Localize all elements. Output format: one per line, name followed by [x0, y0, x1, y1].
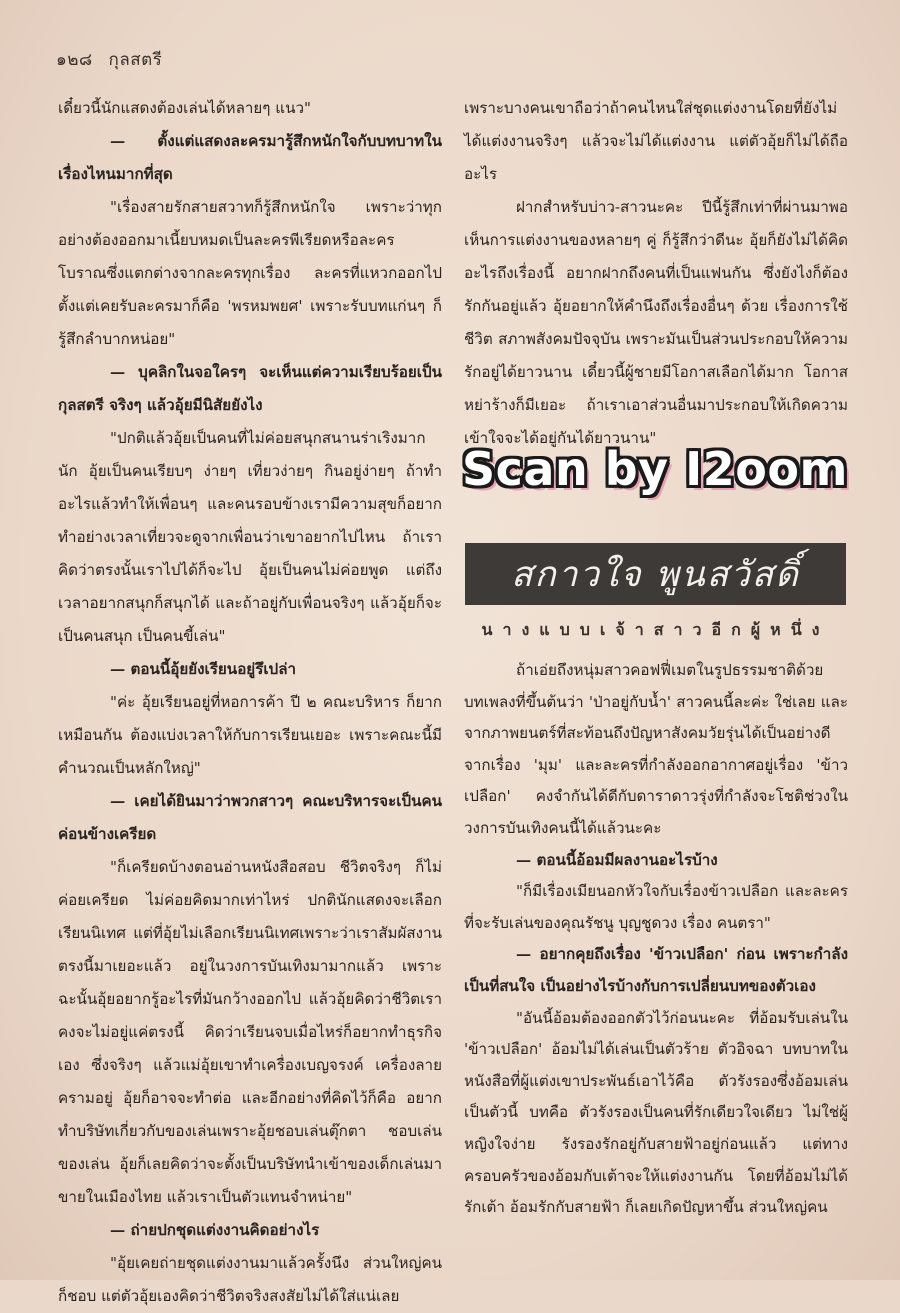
interview-question: — ตอนนี้อ้อมมีผลงานอะไรบ้าง: [516, 850, 718, 869]
article-paragraph: เดี๋ยวนี้นักแสดงต้องเล่นได้หลายๆ แนว": [58, 99, 311, 117]
profile-name: สกาวใจ พูนสวัสดิ์: [511, 554, 800, 595]
right-column-top: [464, 92, 848, 455]
article-paragraph: "อุ้ยเคยถ่ายชุดแต่งงานมาแล้วครั้งนึง ส่วนใหญ่คนก็ชอบ แต่ตัวอุ้ยเองคิดว่าชีวิตจริงสงสัยไม่ได้ใส่แน่เลย: [58, 1254, 442, 1305]
article-paragraph: "เรื่องสายรักสายสวาทก็รู้สึกหนักใจ เพราะว่าทุกอย่างต้องออกมาเนี้ยบหมดเป็นละครพีเรียดหรือละครโบราณซึ่งแตกต่างจากละครทุกเรื่อง ละครที่แหวกออกไปตั้งแต่เคยรับละครมาก็คือ 'พรหมพยศ' เพราะรับบทแก่นๆ ก็รู้สึกลำบากหน่อย": [58, 198, 442, 348]
article-paragraph: ฝากสำหรับบ่าว-สาวนะคะ ปีนี้รู้สึกเท่าที่ผ่านมาพอเห็นการแต่งงานของหลายๆ คู่ ก็รู้สึกว่าดีนะ อุ้ยก็ยังไม่ได้คิดอะไรถึงเรื่องนี้ อยากฝากถึงคนที่เป็นแฟนกัน ซึ่งยังไงก็ต้องรักกันอยู่แล้ว อุ้ยอยากให้คำนึงถึงเรื่องอื่นๆ ด้วย เรื่องการใช้ชีวิต สภาพสังคมปัจจุบัน เพราะมันเป็นส่วนประกอบให้ความรักอยู่ได้ยาวนาน เดี๋ยวนี้ผู้ชายมีโอกาสเลือกได้มาก โอกาสหย่าร้างก็มีเยอะ ถ้าเราเอาส่วนอื่นมาประกอบให้เกิดความเข้าใจจะได้อยู่กันได้ยาวนาน": [464, 198, 848, 447]
interview-question: — ตั้งแต่แสดงละครมารู้สึกหนักใจกับบทบาทในเรื่องไหนมากที่สุด: [58, 132, 442, 183]
profile-subtitle: นางแบบเจ้าสาวอีกผู้หนึ่ง: [481, 620, 830, 639]
left-column: [58, 92, 442, 1313]
article-paragraph: ถ้าเอ่ยถึงหนุ่มสาวคอฟฟี่เมตในรูปธรรมชาติด้วยบทเพลงที่ขึ้นต้นว่า 'ป่าอยู่กับน้ำ' สาวคนนี้ละค่ะ ใช่เลย และจากภาพยนตร์ที่สะท้อนถึงปัญหาสังคมวัยรุ่นได้เป็นอย่างดีจากเรื่อง 'มุม' และละครที่กำลังออกอากาศอยู่เรื่อง 'ข้าวเปลือก' คงจำกันได้ดีกับดาราดาวรุ่งที่กำลังจะโชติช่วงในวงการบันเทิงคนนี้ได้แล้วนะคะ: [464, 661, 848, 837]
scan-watermark: Scan by I2oom: [462, 442, 848, 496]
article-paragraph: "อันนี้อ้อมต้องออกตัวไว้ก่อนนะคะ ที่อ้อมรับเล่นใน 'ข้าวเปลือก' อ้อมไม่ได้เล่นเป็นตัวร้าย ตัวอิจฉา บทบาทในหนังสือที่ผู้แต่งเขาประพันธ์เอาไว้คือ ตัวรังรองซึ่งอ้อมเล่นเป็นตัวนี้ บทคือ ตัวรังรองเป็นคนที่รักเดียวใจเดียว ไม่ใช่ผู้หญิงใจง่าย รังรองรักอยู่กับสายฟ้าอยู่ก่อนแล้ว แต่ทางครอบครัวของอ้อมกับเต้าจะให้แต่งงานกัน โดยที่อ้อมไม่ได้รักเต้า อ้อมรักกับสายฟ้า ก็เลยเกิดปัญหาขึ้น ส่วนใหญ่คน: [464, 1008, 848, 1217]
article-paragraph: เพราะบางคนเขาถือว่าถ้าคนไหนใส่ชุดแต่งงานโดยที่ยังไม่ได้แต่งงานจริงๆ แล้วจะไม่ได้แต่งงาน แต่ตัวอุ้ยก็ไม่ได้ถืออะไร: [464, 99, 848, 183]
profile-title-box: [465, 543, 846, 605]
interview-question: — เคยได้ยินมาว่าพวกสาวๆ คณะบริหารจะเป็นคนค่อนข้างเครียด: [58, 792, 442, 843]
interview-question: — อยากคุยถึงเรื่อง 'ข้าวเปลือก' ก่อน เพราะกำลังเป็นที่สนใจ เป็นอย่างไรบ้างกับการเปลี่ยนบทของตัวเอง: [464, 945, 848, 995]
page-header: [56, 46, 162, 73]
interview-question: — บุคลิกในจอใครๆ จะเห็นแต่ความเรียบร้อยเป็นกุลสตรี จริงๆ แล้วอุ้ยมีนิสัยยังไง: [58, 363, 442, 414]
page-number: ๑๒๘: [56, 50, 93, 70]
article-paragraph: "ก็เครียดบ้างตอนอ่านหนังสือสอบ ชีวิตจริงๆ ก็ไม่ค่อยเครียด ไม่ค่อยคิดมากเท่าไหร่ ปกตินักแสดงจะเลือกเรียนนิเทศ แต่ที่อุ้ยไม่เลือกเรียนนิเทศเพราะว่าเราสัมผัสงานตรงนี้มาเยอะแล้ว อยู่ในวงการบันเทิงมามากแล้ว เพราะฉะนั้นอุ้ยอยากรู้อะไรที่มันกว้างออกไป แล้วอุ้ยคิดว่าชีวิตเราคงจะไม่อยู่แค่ตรงนี้ คิดว่าเรียนจบเมื่อไหร่ก็อยากทำธุรกิจเอง ซึ่งจริงๆ แล้วแม่อุ้ยเขาทำเครื่องเบญจรงค์ เครื่องลายครามอยู่ อุ้ยก็อาจจะทำต่อ และอีกอย่างที่คิดไว้ก็คือ อยากทำบริษัทเกี่ยวกับของเล่นเพราะอุ้ยชอบเล่นตุ๊กตา ชอบเล่นของเล่น อุ้ยก็เลยคิดว่าจะตั้งเป็นบริษัทนำเข้าของเด็กเล่นมาขายในเมืองไทย แล้วเราเป็นตัวแทนจำหน่าย": [58, 858, 442, 1206]
article-paragraph: "ก็มีเรื่องเมียนอกหัวใจกับเรื่องข้าวเปลือก และละครที่จะรับเล่นของคุณรัชนู บุญชูดวง เรื่อง คนตรา": [464, 882, 848, 932]
magazine-name: กุลสตรี: [108, 50, 163, 70]
interview-question: — ถ่ายปกชุดแต่งงานคิดอย่างไร: [110, 1221, 320, 1239]
article-paragraph: "ปกติแล้วอุ้ยเป็นคนที่ไม่ค่อยสนุกสนานร่าเริงมากนัก อุ้ยเป็นคนเรียบๆ ง่ายๆ เที่ยวง่ายๆ กินอยู่ง่ายๆ ถ้าทำอะไรแล้วทำให้เพื่อนๆ และคนรอบข้างเรามีความสุขก็อยากทำอย่างเวลาเที่ยวจะดูจากเพื่อนว่าเขาอยากไปไหน ถ้าเราคิดว่าตรงนั้นเราไปได้ก็จะไป อุ้ยเป็นคนไม่ค่อยพูด แต่ถึงเวลาอยากสนุกก็สนุกได้ และถ้าอยู่กับเพื่อนจริงๆ แล้วอุ้ยก็จะเป็นคนสนุก เป็นคนขี้เล่น": [58, 429, 442, 645]
article-paragraph: "ค่ะ อุ้ยเรียนอยู่ที่หอการค้า ปี ๒ คณะบริหาร ก็ยากเหมือนกัน ต้องแบ่งเวลาให้กับการเรียนเยอะ เพราะคณะนี้มีคำนวณเป็นหลักใหญ่": [58, 693, 442, 777]
interview-question: — ตอนนี้อุ้ยยังเรียนอยู่รึเปล่า: [110, 660, 297, 678]
right-column-bottom: [464, 655, 848, 1224]
